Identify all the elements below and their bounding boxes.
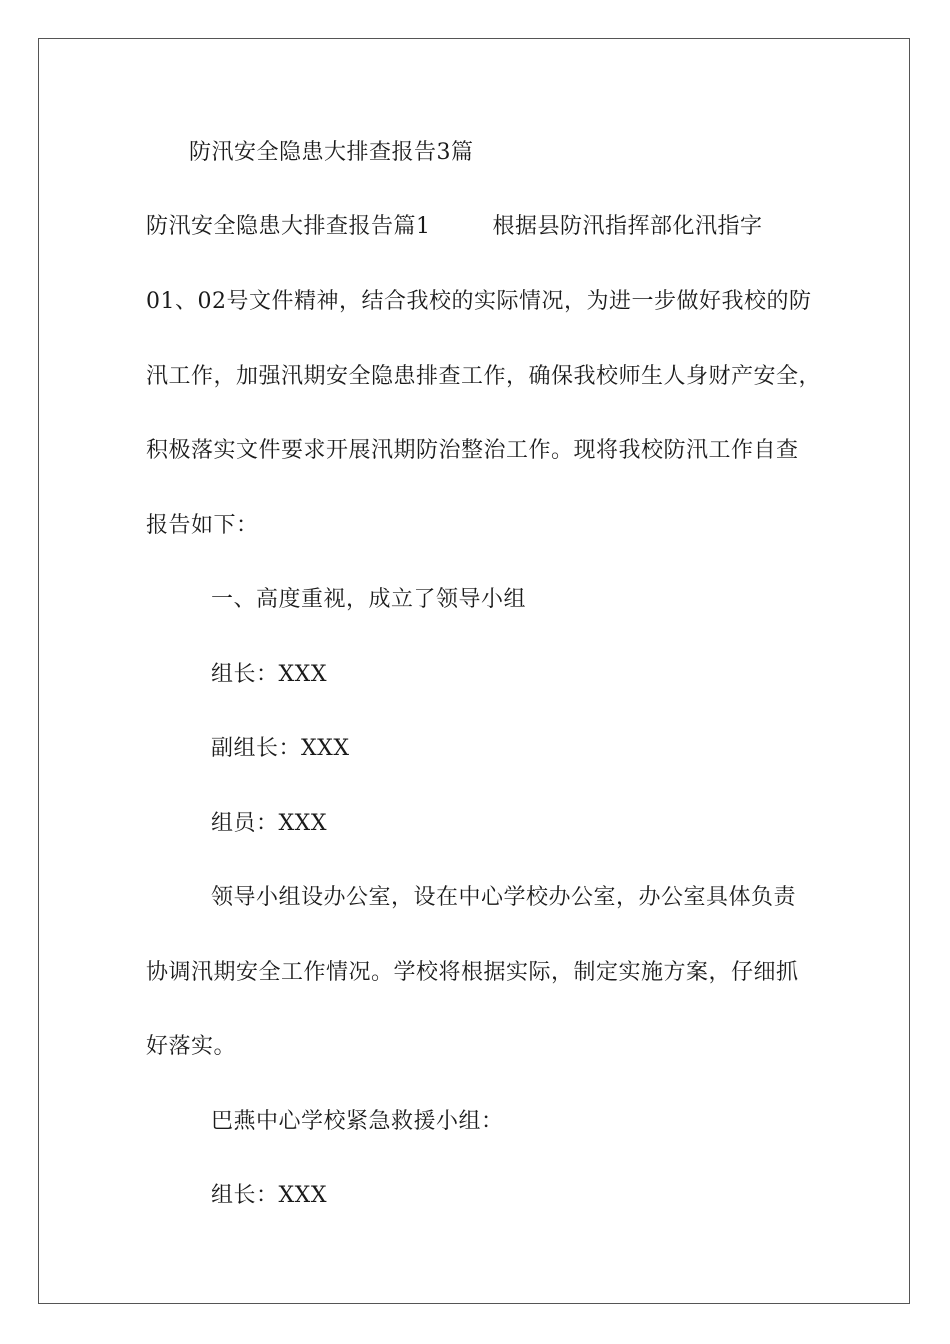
paragraph2-line1: 领导小组设办公室，设在中心学校办公室，办公室具体负责	[211, 885, 797, 910]
section1-heading: 一、高度重视，成立了领导小组	[211, 587, 527, 612]
group-leader: 组长：XXX	[211, 662, 327, 687]
group-member: 组员：XXX	[211, 811, 327, 836]
paragraph2-line2: 协调汛期安全工作情况。学校将根据实际，制定实施方案，仔细抓	[146, 960, 799, 985]
paragraph2-line3: 好落实。	[146, 1034, 237, 1059]
report-heading-part1: 防汛安全隐患大排查报告篇1	[146, 214, 431, 239]
paragraph1-line4: 报告如下：	[146, 513, 259, 538]
rescue-group-leader: 组长：XXX	[211, 1183, 327, 1208]
report-heading-part2: 根据县防汛指挥部化汛指字	[492, 214, 763, 239]
paragraph1-line2: 汛工作，加强汛期安全隐患排查工作，确保我校师生人身财产安全，	[146, 364, 822, 389]
deputy-leader: 副组长：XXX	[211, 736, 350, 761]
report-heading	[146, 212, 763, 242]
document-title: 防汛安全隐患大排查报告3篇	[189, 140, 474, 165]
paragraph1-line1: 01、02号文件精神，结合我校的实际情况，为进一步做好我校的防	[146, 289, 812, 314]
paragraph1-line3: 积极落实文件要求开展汛期防治整治工作。现将我校防汛工作自查	[146, 438, 799, 463]
rescue-group-heading: 巴燕中心学校紧急救援小组：	[211, 1109, 504, 1134]
